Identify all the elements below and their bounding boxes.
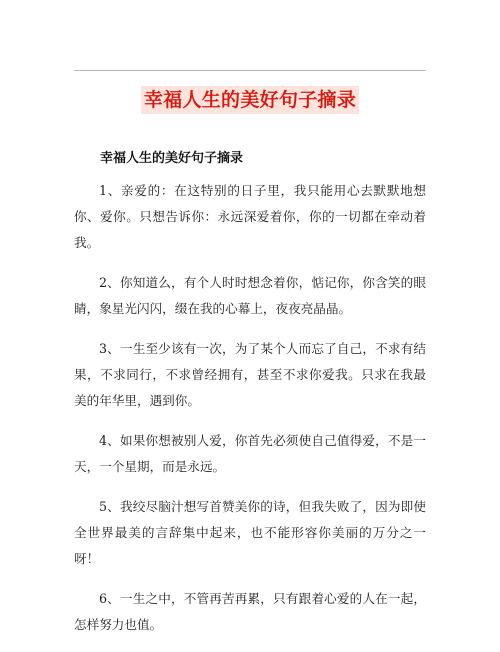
- document-body: [74, 178, 426, 652]
- title-container: [0, 86, 500, 114]
- paragraph-3: 3、一生至少该有一次，为了某个人而忘了自己，不求有结果，不求同行，不求曾经拥有，甚至不求你爱我。只求在我最美的年华里，遇到你。: [74, 341, 426, 408]
- document-subtitle: 幸福人生的美好句子摘录: [100, 151, 244, 166]
- paragraph-1: 1、亲爱的：在这特别的日子里，我只能用心去默默地想你、爱你。只想告诉你：永远深爱着你，你的一切都在牵动着我。: [74, 183, 426, 250]
- paragraph-2: 2、你知道么，有个人时时想念着你，惦记你，你含笑的眼睛，象星光闪闪，缀在我的心幕上，夜夜亮晶晶。: [74, 275, 426, 316]
- paragraph-6: 6、一生之中，不管再苦再累，只有跟着心爱的人在一起，怎样努力也值。: [74, 591, 426, 632]
- document-title: 幸福人生的美好句子摘录: [141, 86, 359, 114]
- header-rule: [74, 70, 426, 71]
- paragraph-4: 4、如果你想被别人爱，你首先必须使自己值得爱，不是一天，一个星期，而是永远。: [74, 433, 426, 474]
- paragraph-5: 5、我绞尽脑汁想写首赞美你的诗，但我失败了，因为即使全世界最美的言辞集中起来，也不能形容你美丽的万分之一呀！: [74, 499, 426, 566]
